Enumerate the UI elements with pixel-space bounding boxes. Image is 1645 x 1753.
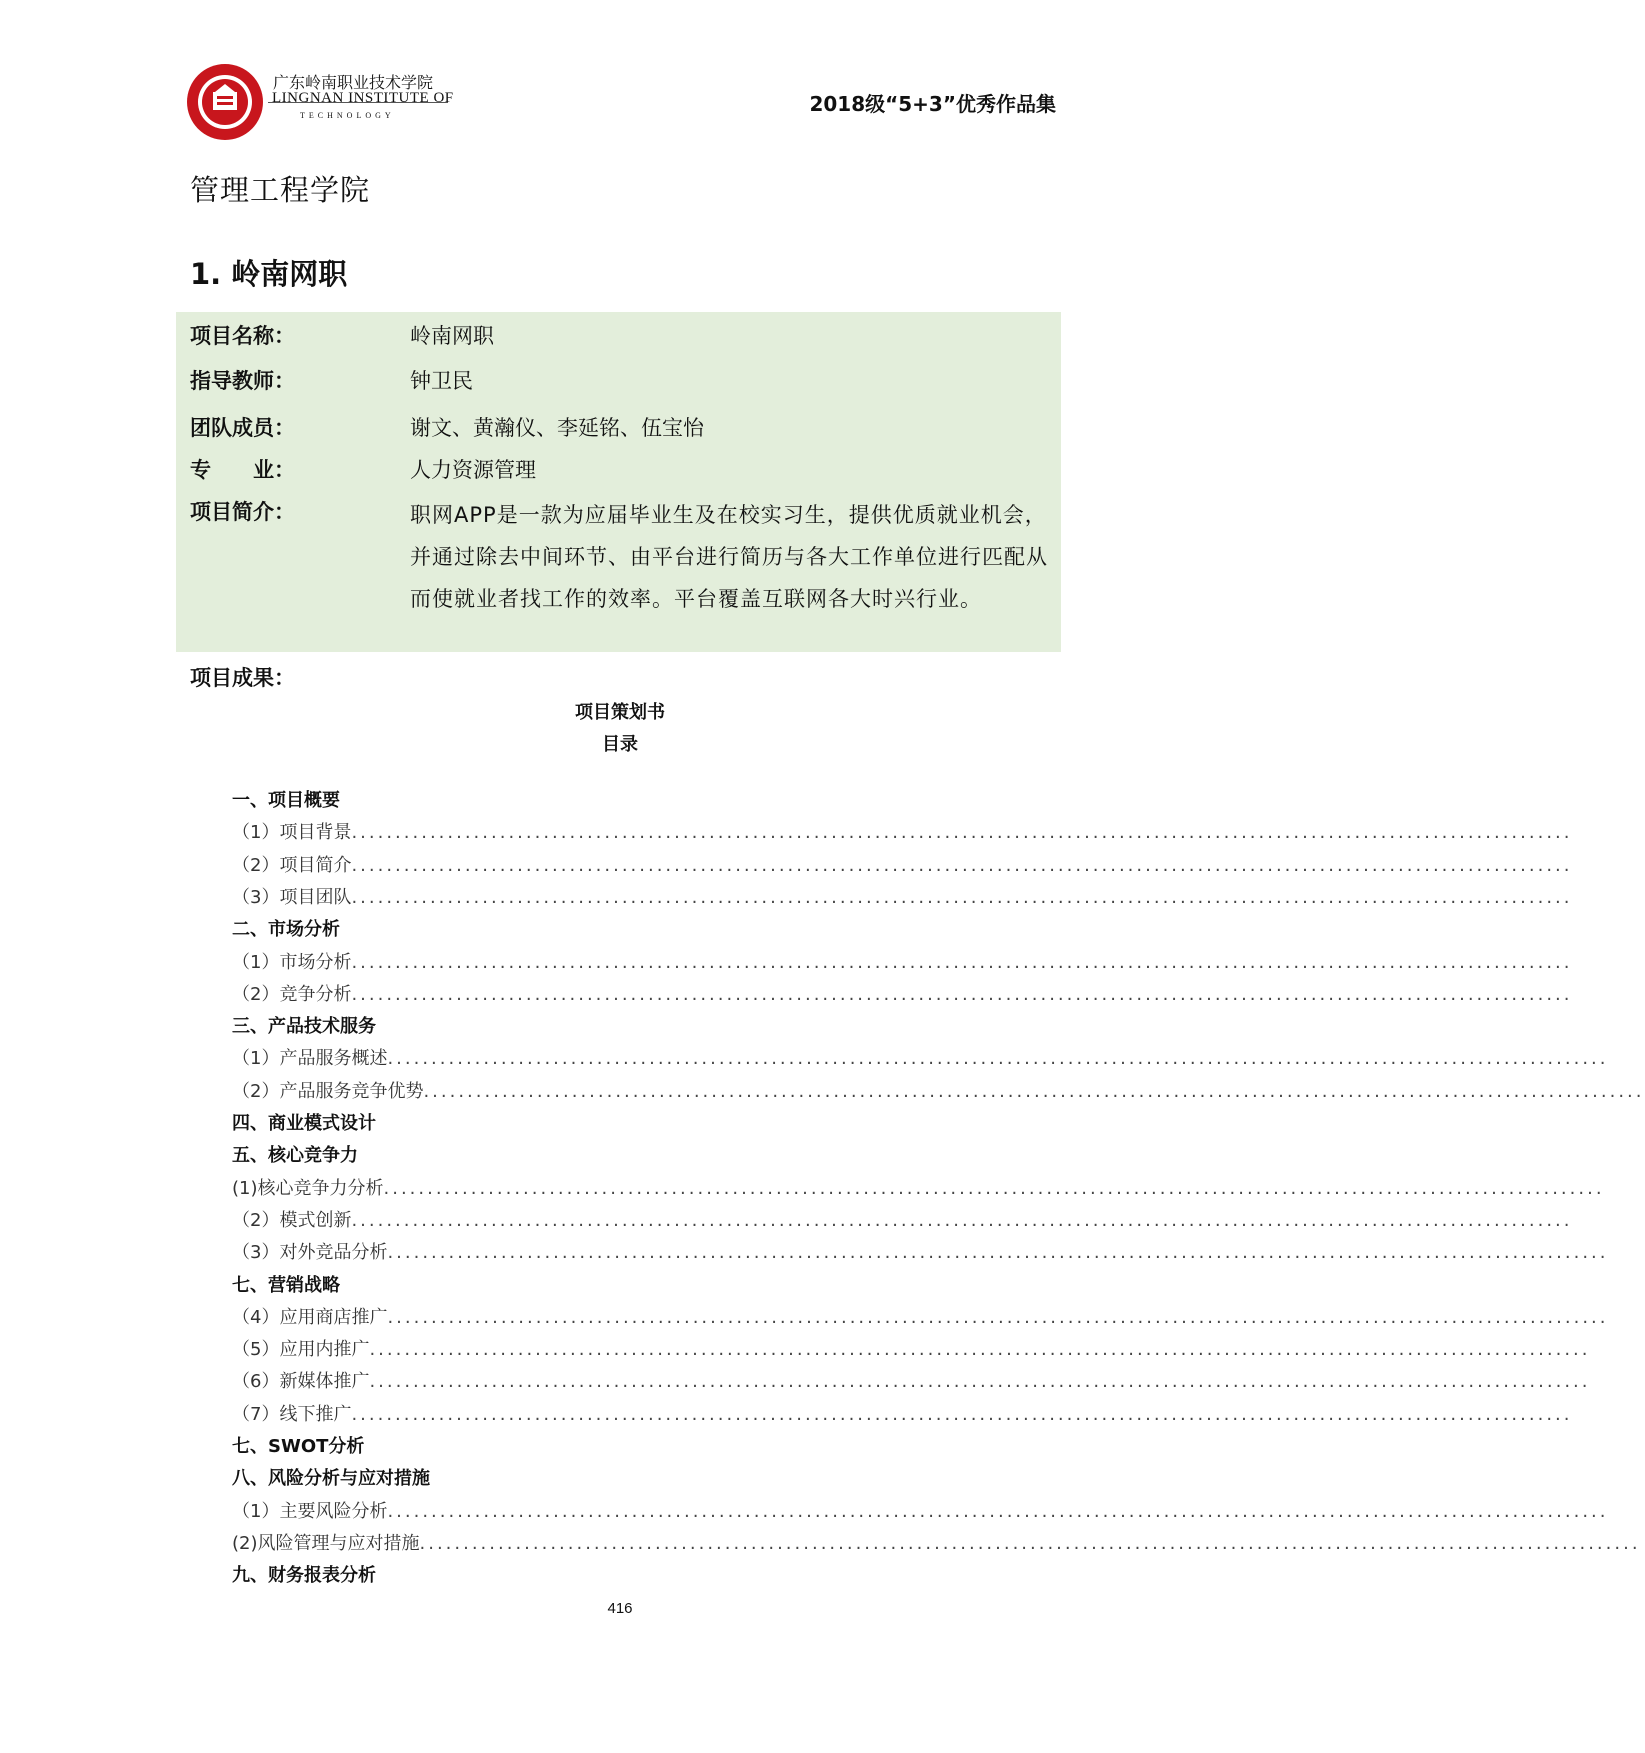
- logo-english-subname: TECHNOLOGY: [300, 111, 395, 120]
- toc-entry-label: 九、财务报表分析: [232, 1565, 376, 1587]
- toc-entry-label: （2）项目简介: [232, 854, 352, 876]
- toc-leader-dots: ............................................................................................................................................: [351, 822, 1573, 844]
- toc-heading: [232, 1270, 1047, 1302]
- toc-entry-label: （1）主要风险分析: [232, 1500, 388, 1522]
- toc-leader-dots: ............................................................................................................................................: [351, 983, 1573, 1005]
- toc-leader-dots: ............................................................................................................................................: [387, 1306, 1609, 1328]
- toc-entry: [232, 1205, 1573, 1237]
- info-value: 谢文、黄瀚仪、李延铭、伍宝怡: [410, 416, 704, 440]
- logo-english-name: LINGNAN INSTITUTE OF: [272, 90, 454, 106]
- toc-leader-dots: ............................................................................................................................................: [423, 1080, 1645, 1102]
- toc-leader-dots: ............................................................................................................................................: [351, 1209, 1573, 1231]
- toc-leader-dots: ............................................................................................................................................: [369, 1371, 1591, 1393]
- logo-chinese-name: 广东岭南职业技术学院: [273, 73, 434, 92]
- toc-leader-dots: ............................................................................................................................................: [351, 886, 1573, 908]
- toc-entry: [232, 947, 1573, 979]
- info-value: 人力资源管理: [410, 458, 536, 482]
- toc-heading: [232, 1108, 1047, 1140]
- toc-leader-dots: ............................................................................................................................................: [351, 1403, 1573, 1425]
- toc-leader-dots: ............................................................................................................................................: [387, 1242, 1609, 1264]
- toc-leader-dots: ............................................................................................................................................: [351, 951, 1573, 973]
- toc-entry-label: （7）线下推广: [232, 1403, 352, 1425]
- toc-entry: [232, 1334, 1591, 1366]
- toc-entry: [232, 1302, 1609, 1334]
- toc-title: 目录: [602, 734, 638, 755]
- toc-entry-label: （6）新媒体推广: [232, 1371, 370, 1393]
- toc-entry-label: 二、市场分析: [232, 919, 340, 941]
- toc-entry: [232, 1076, 1645, 1108]
- toc-heading: [232, 1463, 1047, 1495]
- project-description: 职网APP是一款为应届毕业生及在校实习生，提供优质就业机会，并通过除去中间环节、由平台进行简历与各大工作单位进行匹配从而使就业者找工作的效率。平台覆盖互联网各大时兴行业。: [410, 503, 1048, 611]
- toc-entry: [232, 979, 1573, 1011]
- info-label: 团队成员：: [190, 416, 295, 440]
- toc-leader-dots: ............................................................................................................................................: [383, 1177, 1605, 1199]
- toc-entry: [232, 1173, 1605, 1205]
- toc-entry: [232, 882, 1573, 914]
- results-label: 项目成果：: [190, 666, 295, 690]
- logo-divider: [268, 102, 448, 103]
- toc-leader-dots: ............................................................................................................................................: [419, 1532, 1641, 1554]
- collection-title: 2018级“5+3”优秀作品集: [809, 92, 1056, 116]
- toc-entry: [232, 1366, 1591, 1398]
- toc-heading: [232, 1560, 1047, 1592]
- info-value: 岭南网职: [410, 324, 494, 348]
- toc-entry-label: 三、产品技术服务: [232, 1016, 376, 1038]
- project-heading: 1. 岭南网职: [190, 257, 348, 291]
- toc-entry-label: （4）应用商店推广: [232, 1306, 388, 1328]
- toc-entry-label: 七、SWOT分析: [232, 1436, 365, 1457]
- info-label: 专 业：: [190, 458, 295, 482]
- toc-entry: [232, 850, 1573, 882]
- toc-heading: [232, 785, 1047, 817]
- toc-entry-label: （1）项目背景: [232, 822, 352, 844]
- toc-leader-dots: ............................................................................................................................................: [387, 1500, 1609, 1522]
- school-logo-icon: [185, 62, 265, 142]
- plan-title: 项目策划书: [575, 702, 665, 723]
- toc-entry-label: 七、营销战略: [232, 1274, 340, 1296]
- toc-entry-label: （1）产品服务概述: [232, 1048, 388, 1070]
- info-label: 指导教师：: [190, 369, 295, 393]
- toc-entry: [232, 1528, 1641, 1560]
- toc-entry-label: 一、项目概要: [232, 790, 340, 811]
- toc-entry-label: （3）对外竞品分析: [232, 1242, 388, 1264]
- toc-entry: [232, 1043, 1609, 1075]
- toc-entry-label: (1)核心竞争力分析: [232, 1177, 384, 1199]
- toc-entry-label: （2）模式创新: [232, 1209, 352, 1231]
- toc-entry-label: 五、核心竞争力: [232, 1145, 358, 1167]
- toc-entry-label: （2）产品服务竞争优势: [232, 1080, 424, 1102]
- toc-entry: [232, 817, 1573, 849]
- info-label: 项目简介：: [190, 500, 295, 524]
- toc-leader-dots: ............................................................................................................................................: [351, 854, 1573, 876]
- toc-entry-label: 四、商业模式设计: [232, 1113, 376, 1134]
- toc-leader-dots: ............................................................................................................................................: [387, 1048, 1609, 1070]
- toc-entry-label: (2)风险管理与应对措施: [232, 1532, 420, 1554]
- page-number: 416: [607, 1600, 633, 1617]
- toc-entry-label: （2）竞争分析: [232, 983, 352, 1005]
- toc-heading: [232, 1431, 1047, 1463]
- toc-entry-label: 八、风险分析与应对措施: [232, 1468, 430, 1490]
- school-name: 管理工程学院: [190, 173, 371, 207]
- toc-heading: [232, 914, 1047, 946]
- toc-entry-label: （3）项目团队: [232, 886, 352, 908]
- toc-entry: [232, 1496, 1609, 1528]
- info-label: 项目名称：: [190, 324, 295, 348]
- toc-heading: [232, 1011, 1047, 1043]
- toc-leader-dots: ............................................................................................................................................: [369, 1339, 1591, 1361]
- toc-entry: [232, 1237, 1609, 1269]
- info-value: 钟卫民: [410, 369, 473, 393]
- toc-entry: [232, 1399, 1573, 1431]
- toc-entry-label: （1）市场分析: [232, 951, 352, 973]
- toc-heading: [232, 1140, 1047, 1172]
- toc-entry-label: （5）应用内推广: [232, 1339, 370, 1361]
